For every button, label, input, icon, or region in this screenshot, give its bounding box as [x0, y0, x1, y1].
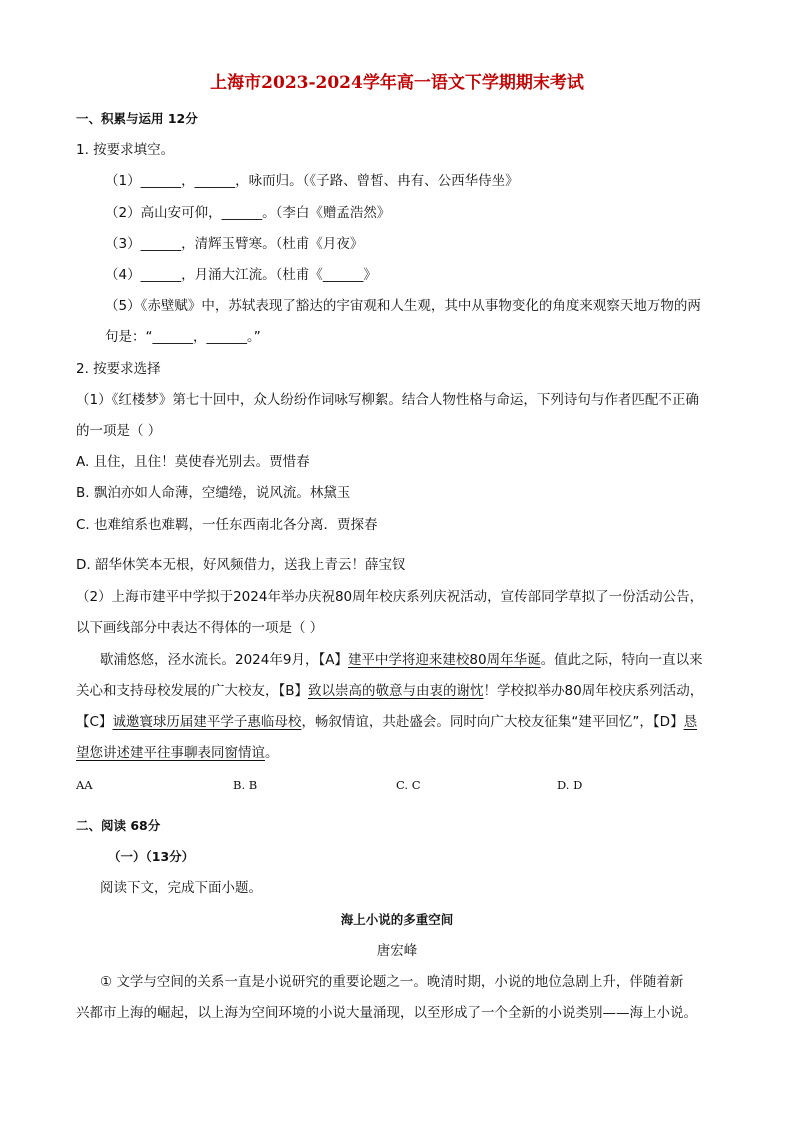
- notice-text: 歇浦悠悠，泾水流长。2024年9月，【A】: [100, 652, 348, 668]
- underlined-option-d-start: 恳: [683, 714, 698, 730]
- article-author: 唐宏峰: [376, 943, 418, 959]
- q2-sub1-option-c: C. 也难绾系也难羁，一任东西南北各分离．贾探春: [76, 517, 378, 533]
- notice-text: ！学校拟举办80周年校庆系列活动，: [483, 683, 704, 699]
- notice-text: 【C】: [76, 714, 113, 730]
- underlined-option-b: 致以崇高的敬意与由衷的谢忱: [308, 683, 484, 699]
- notice-text: 关心和支持母校发展的广大校友，【B】: [76, 683, 309, 699]
- q2-sub1-option-d: D. 韶华休笑本无根，好风频借力，送我上青云！薛宝钗: [76, 557, 406, 573]
- underlined-option-c: 诚邀寰球历届建平学子惠临母校: [112, 714, 302, 730]
- q1-item-2: （2）高山安可仰，______。（李白《赠孟浩然》: [105, 205, 391, 221]
- q2-sub1-option-a: A. 且住，且住！莫使春光别去。贾惜春: [76, 454, 310, 470]
- notice-text: ，畅叙情谊，共赴盛会。同时向广大校友征集“建平回忆”，【D】: [301, 714, 684, 730]
- q2-sub1-line1: （1）《红楼梦》第七十回中，众人纷纷作词咏写柳絮。结合人物性格与命运，下列诗句与作者匹配不正确: [76, 392, 699, 408]
- choice-b: B. B: [233, 778, 258, 792]
- question-1-prompt: 1. 按要求填空。: [76, 142, 175, 158]
- q2-sub1-line2: 的一项是（ ）: [76, 423, 162, 439]
- choice-a: AA: [76, 778, 93, 792]
- q1-item-3: （3）______，清辉玉臂寒。（杜甫《月夜》: [105, 236, 364, 252]
- notice-passage-line4: [76, 743, 279, 763]
- reading-part-1: （一）（13分）: [108, 849, 195, 864]
- notice-passage-line3: [76, 712, 697, 732]
- q2-sub2-line2: 以下画线部分中表达不得体的一项是（ ）: [76, 620, 324, 636]
- article-paragraph-1-line1: ① 文学与空间的关系一直是小说研究的重要论题之一。晚清时期，小说的地位急剧上升，伴随着新: [100, 974, 684, 990]
- q1-item-5: （5）《赤壁赋》中，苏轼表现了豁达的宇宙观和人生观，其中从事物变化的角度来观察天地万物的两: [105, 298, 701, 314]
- choice-c: C. C: [396, 778, 421, 792]
- q2-sub2-line1: （2）上海市建平中学拟于2024年举办庆祝80周年校庆系列庆祝活动，宣传部同学草拟了一份活动公告，: [76, 589, 704, 605]
- q1-item-5-continued: 句是：“______，______。”: [105, 329, 261, 345]
- notice-passage-line1: [100, 650, 703, 670]
- underlined-option-a: 建平中学将迎来建校80周年华诞: [347, 652, 541, 668]
- choice-d: D. D: [557, 778, 583, 792]
- notice-text: 。: [265, 745, 279, 761]
- notice-passage-line2: [76, 681, 703, 701]
- section-heading-reading: 二、阅读 68分: [76, 818, 161, 833]
- q1-item-1: （1）______，______，咏而归。（《子路、曾皙、冉有、公西华侍坐》: [105, 173, 519, 189]
- underlined-option-d: 望您讲述建平往事聊表同窗情谊: [76, 745, 265, 761]
- page-title: 上海市2023-2024学年高一语文下学期期末考试: [210, 73, 584, 93]
- q2-sub1-option-b: B. 飘泊亦如人命薄，空缱绻，说风流。林黛玉: [76, 485, 351, 501]
- section-heading-accumulation: 一、积累与运用 12分: [76, 111, 198, 126]
- article-title: 海上小说的多重空间: [340, 912, 454, 927]
- reading-instruction: 阅读下文，完成下面小题。: [100, 880, 262, 896]
- notice-text: 。值此之际，特向一直以来: [540, 652, 703, 668]
- q1-item-4: （4）______，月涌大江流。（杜甫《______》: [105, 267, 377, 283]
- question-2-prompt: 2. 按要求选择: [76, 361, 161, 377]
- article-paragraph-1-line2: 兴都市上海的崛起，以上海为空间环境的小说大量涌现，以至形成了一个全新的小说类别——海上小说。: [76, 1005, 697, 1021]
